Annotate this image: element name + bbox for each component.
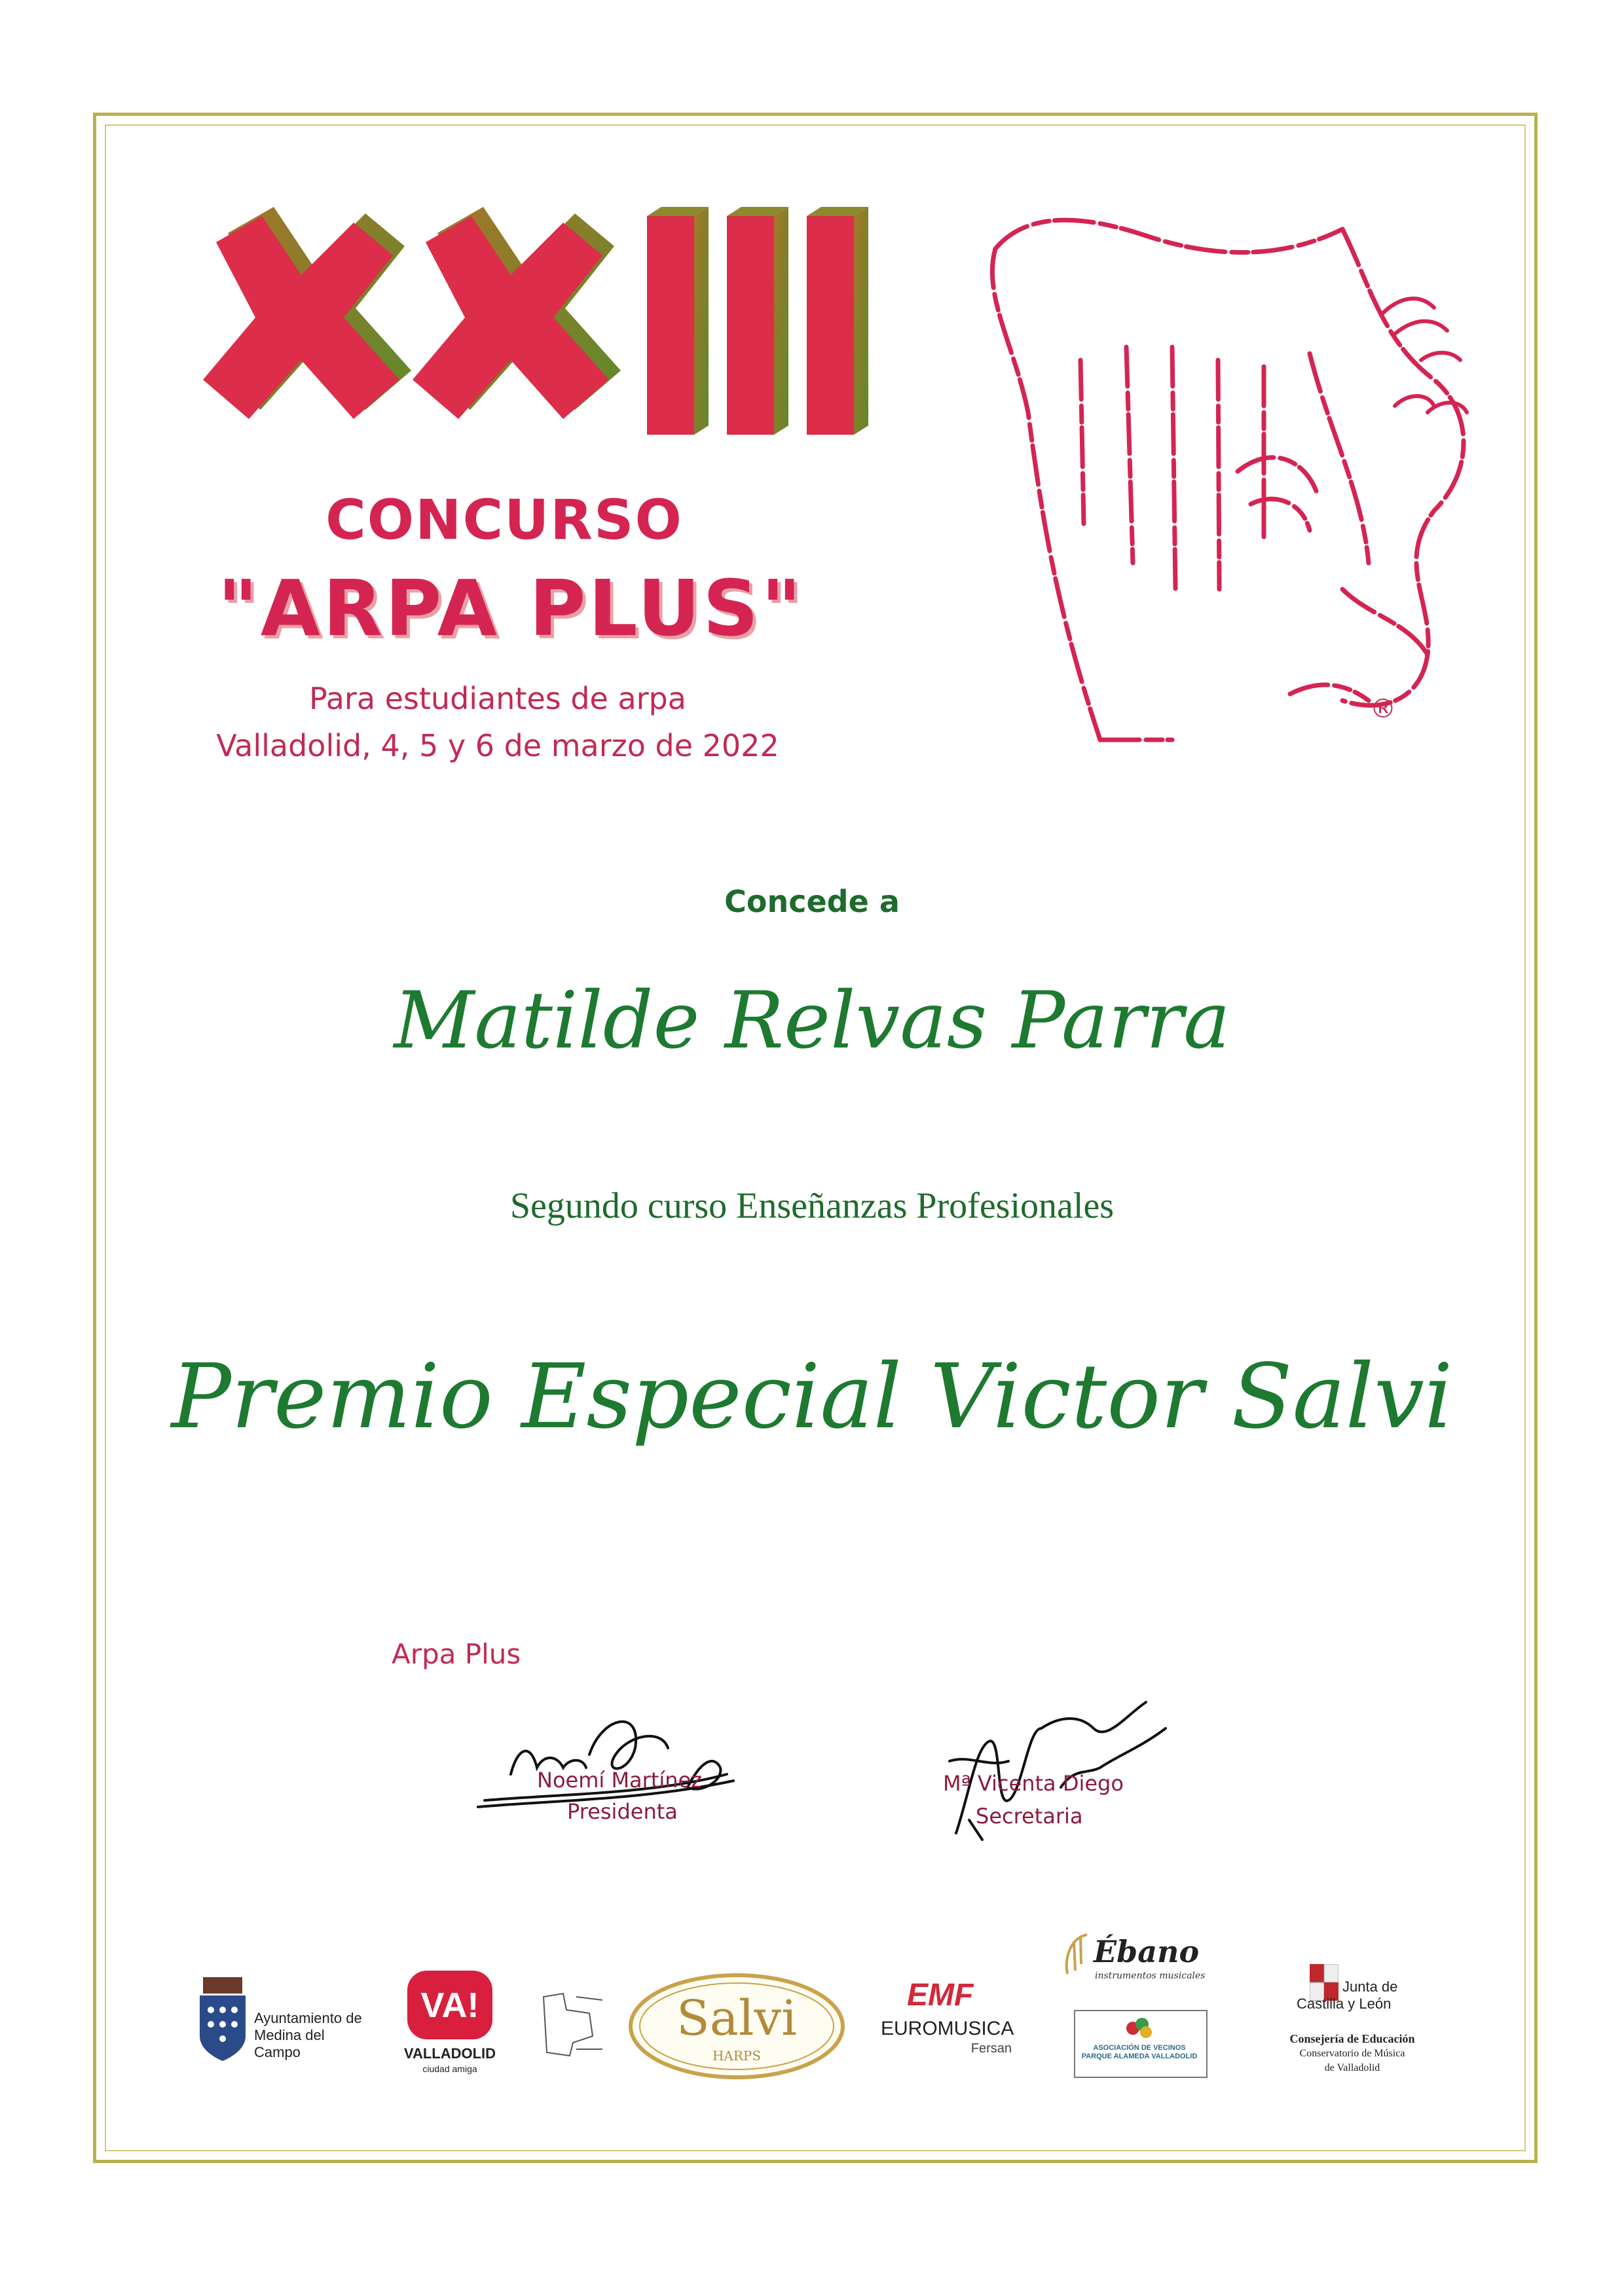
sponsor-medina (196, 1971, 373, 2075)
euromusica-sub: Fersan (970, 2041, 1012, 2056)
concede-label: Concede a (724, 884, 900, 919)
harp-illustration (976, 196, 1500, 773)
concurso-title: CONCURSO (325, 488, 683, 552)
ebano-name: Ébano (1094, 1934, 1200, 1969)
signature-right-role: Secretaria (976, 1804, 1083, 1829)
signature-left-name: Noemí Martínez (537, 1768, 703, 1793)
sponsor-euromusica (881, 1977, 1012, 2069)
euromusica-mark: EMF (907, 1978, 974, 2013)
sponsor-ebano (1061, 1931, 1231, 2088)
organization-label: Arpa Plus (392, 1638, 521, 1670)
xxiii-logo (157, 196, 969, 458)
course-level: Segundo curso Enseñanzas Profesionales (509, 1186, 1115, 1226)
valladolid-tagline: ciudad amiga (422, 2064, 477, 2074)
ebano-assoc-text: ASOCIACIÓN DE VECINOS PARQUE ALAMEDA VALLADOLID (1081, 2044, 1198, 2060)
x-mark-1 (203, 207, 411, 419)
sponsor-salvi (625, 1971, 848, 2082)
arpa-plus-title: "ARPA PLUS" (217, 563, 804, 653)
medina-line2: Medina del Campo (254, 2027, 325, 2060)
x-mark-2 (413, 207, 621, 419)
medina-line1: Ayuntamiento de (254, 2010, 362, 2026)
signature-right-name: Mª Vicenta Diego (943, 1771, 1124, 1796)
junta-line3: Consejería de Educación (1289, 2032, 1415, 2045)
valladolid-name: VALLADOLID (403, 2045, 496, 2062)
assoc-flower-icon (1120, 2015, 1159, 2041)
roman-one-3 (807, 207, 868, 435)
salvi-sub: HARPS (712, 2048, 762, 2064)
signature-left-role: Presidenta (567, 1799, 678, 1824)
roman-one-2 (727, 207, 788, 435)
junta-line5: de Valladolid (1324, 2062, 1380, 2073)
registered-mark: ® (1370, 694, 1396, 724)
roman-one-1 (647, 207, 709, 435)
valladolid-badge-text: VA! (420, 1986, 479, 2025)
subtitle: Para estudiantes de arpa (309, 681, 686, 716)
place-date: Valladolid, 4, 5 y 6 de marzo de 2022 (216, 728, 779, 763)
ebano-sub: instrumentos musicales (1095, 1971, 1206, 1981)
euromusica-name: EUROMUSICA (881, 2018, 1014, 2039)
medina-shield-icon (196, 1977, 249, 2062)
sponsor-valladolid (401, 1971, 499, 2088)
recipient-name: Matilde Relvas Parra (394, 975, 1230, 1066)
award-title: Premio Especial Victor Salvi (171, 1345, 1453, 1449)
ebano-harp-icon (1061, 1931, 1094, 1977)
junta-line2: Castilla y León (1297, 1995, 1392, 2012)
small-map-logo (537, 1984, 609, 2062)
salvi-name: Salvi (676, 1990, 797, 2047)
sponsor-junta (1270, 1964, 1434, 2095)
junta-line4: Conservatorio de Música (1299, 2048, 1405, 2059)
junta-line1: Junta de (1342, 1978, 1398, 1995)
